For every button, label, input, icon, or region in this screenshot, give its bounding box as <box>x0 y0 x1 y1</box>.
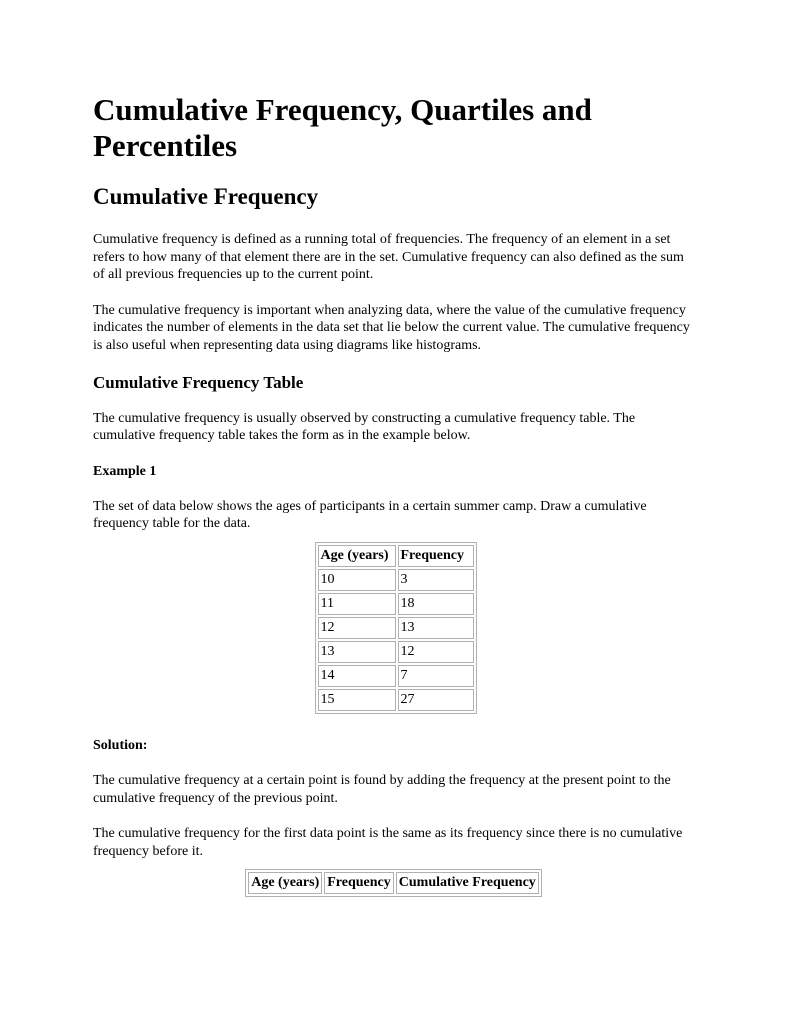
frequency-table <box>315 542 477 714</box>
column-header: Frequency <box>398 545 474 567</box>
table-row <box>318 689 474 711</box>
example-label: Example 1 <box>93 463 157 479</box>
table-cell: 13 <box>398 617 474 639</box>
table-cell: 13 <box>318 641 396 663</box>
paragraph: The set of data below shows the ages of participants in a certain summer camp. Draw a cumulative frequency table for the data. <box>93 498 647 532</box>
solution-label: Solution: <box>93 737 148 753</box>
paragraph: The cumulative frequency is important when analyzing data, where the value of the cumulative frequency indicates the number of elements in the data set that lie below the current value. The cumulative frequency is also useful when representing data using diagrams like histograms. <box>93 302 690 353</box>
table-cell: 3 <box>398 569 474 591</box>
column-header: Age (years) <box>248 872 322 894</box>
table-header-row <box>318 545 474 567</box>
paragraph: The cumulative frequency at a certain point is found by adding the frequency at the present point to the cumulative frequency of the previous point. <box>93 772 671 806</box>
table-cell: 7 <box>398 665 474 687</box>
table-row <box>318 569 474 591</box>
paragraph: The cumulative frequency is usually observed by constructing a cumulative frequency table. The cumulative frequency table takes the form as in the example below. <box>93 410 636 444</box>
table-header-row <box>248 872 539 894</box>
table-cell: 10 <box>318 569 396 591</box>
table-row <box>318 641 474 663</box>
subsection-heading: Cumulative Frequency Table <box>93 372 304 392</box>
column-header: Frequency <box>324 872 394 894</box>
table-row <box>318 617 474 639</box>
table-cell: 15 <box>318 689 396 711</box>
paragraph: The cumulative frequency for the first data point is the same as its frequency since there is no cumulative frequency before it. <box>93 826 683 859</box>
section-heading: Cumulative Frequency <box>93 184 319 209</box>
column-header: Age (years) <box>318 545 396 567</box>
cumulative-frequency-table <box>245 869 542 897</box>
table-cell: 12 <box>398 641 474 663</box>
table-row <box>318 593 474 615</box>
table-row <box>318 665 474 687</box>
table-cell: 27 <box>398 689 474 711</box>
page-title: Cumulative Frequency, Quartiles and Percentiles <box>93 92 592 163</box>
table-cell: 12 <box>318 617 396 639</box>
table-cell: 11 <box>318 593 396 615</box>
paragraph: Cumulative frequency is defined as a running total of frequencies. The frequency of an element in a set refers to how many of that element there are in the set. Cumulative frequency can also defined as the sum of all previous frequencies up to the current point. <box>93 232 684 283</box>
table-cell: 18 <box>398 593 474 615</box>
table-cell: 14 <box>318 665 396 687</box>
column-header: Cumulative Frequency <box>396 872 539 894</box>
document-page <box>93 92 698 897</box>
